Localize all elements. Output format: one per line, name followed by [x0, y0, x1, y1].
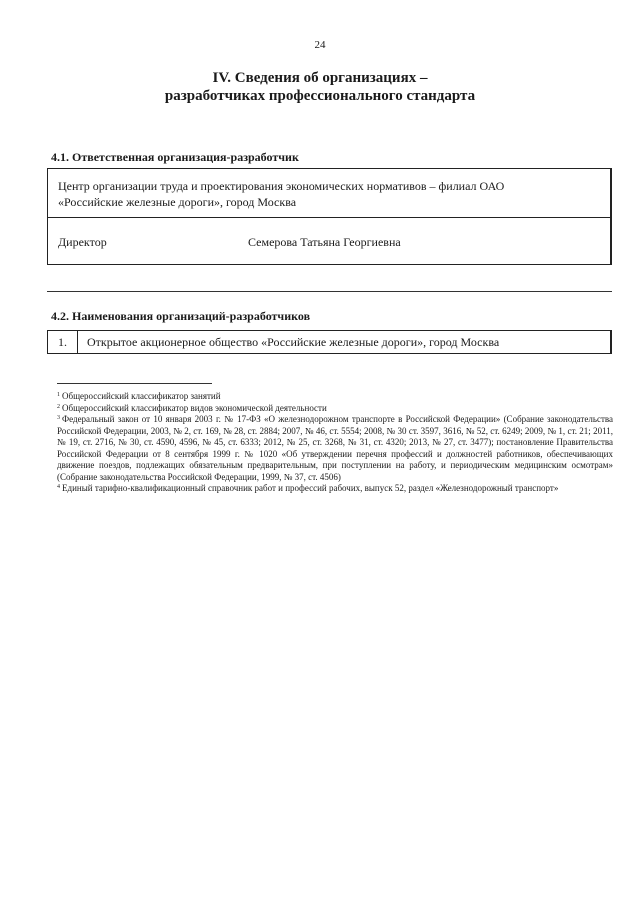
head-name: Семерова Татьяна Георгиевна — [248, 235, 401, 249]
footnote-text: Общероссийский классификатор занятий — [62, 391, 221, 401]
footnote-mark: 2 — [57, 403, 60, 410]
footnote-text: Федеральный закон от 10 января 2003 г. № 17-ФЗ «О железнодорожном транспорте в Российской Федерации» (Собрание законодательства Российской Федерации, 2003, № 2, ст. 169, № 28, ст. 2884; 2007, № 46, ст. 5554; 2008, № 30 ст. 3597, 3616, № 52, ст. 6249; 2009, № 1, ст. 21; 2011, № 19, ст. 2716, № 30, ст. 4590, 4596, № 45, ст. 6333; 2012, № 25, ст. 3268, № 31, ст. 4320; 2013, № 27, ст. 3477); постановление Правительства Российской Федерации от 8 сентября 1999 г. № 1020 «Об утверждении перечня профессий и должностей работников, обеспечивающих движение поездов, подлежащих обязательным предварительным, при поступлении на работу, и периодическим медицинским осмотрам» (Собрание законодательства Российской Федерации, 1999, № 37, ст. 4506) — [57, 414, 613, 482]
developers-heading: 4.2. Наименования организаций-разработчиков — [51, 309, 311, 323]
footnote-text: Общероссийский классификатор видов экономической деятельности — [62, 402, 327, 413]
footnote-item — [57, 403, 613, 415]
org-name-cell — [48, 169, 610, 218]
footnotes — [57, 391, 613, 495]
footnote-text: Единый тарифно-квалификационный справочник работ и профессий рабочих, выпуск 52, раздел «Железнодорожный транспорт» — [62, 483, 559, 493]
section-title-line-1: IV. Сведения об организациях – — [212, 70, 428, 86]
responsible-org-heading: 4.1. Ответственная организация-разработчик — [51, 150, 299, 164]
footnote-item — [57, 483, 613, 495]
developers-table — [47, 330, 612, 354]
org-name-line-2: «Российские железные дороги», город Москва — [58, 195, 297, 209]
developer-name: Открытое акционерное общество «Российские железные дороги», город Москва — [87, 335, 500, 349]
section-title — [0, 69, 640, 105]
footnote-mark: 4 — [57, 484, 60, 490]
head-role: Директор — [58, 235, 107, 249]
footnote-mark: 1 — [57, 392, 60, 398]
section-title-line-2: разработчиках профессионального стандарта — [164, 88, 476, 104]
section-divider — [47, 291, 612, 292]
page-number: 24 — [314, 39, 326, 51]
responsible-org-table — [47, 168, 612, 265]
org-head-row — [48, 218, 610, 264]
developer-number: 1. — [48, 331, 78, 353]
footnote-item — [57, 414, 613, 483]
org-name-line-1: Центр организации труда и проектирования экономических нормативов – филиал ОАО — [58, 179, 505, 193]
footnote-mark: 3 — [57, 415, 60, 421]
footnote-rule — [57, 383, 212, 384]
footnote-item — [57, 391, 613, 403]
